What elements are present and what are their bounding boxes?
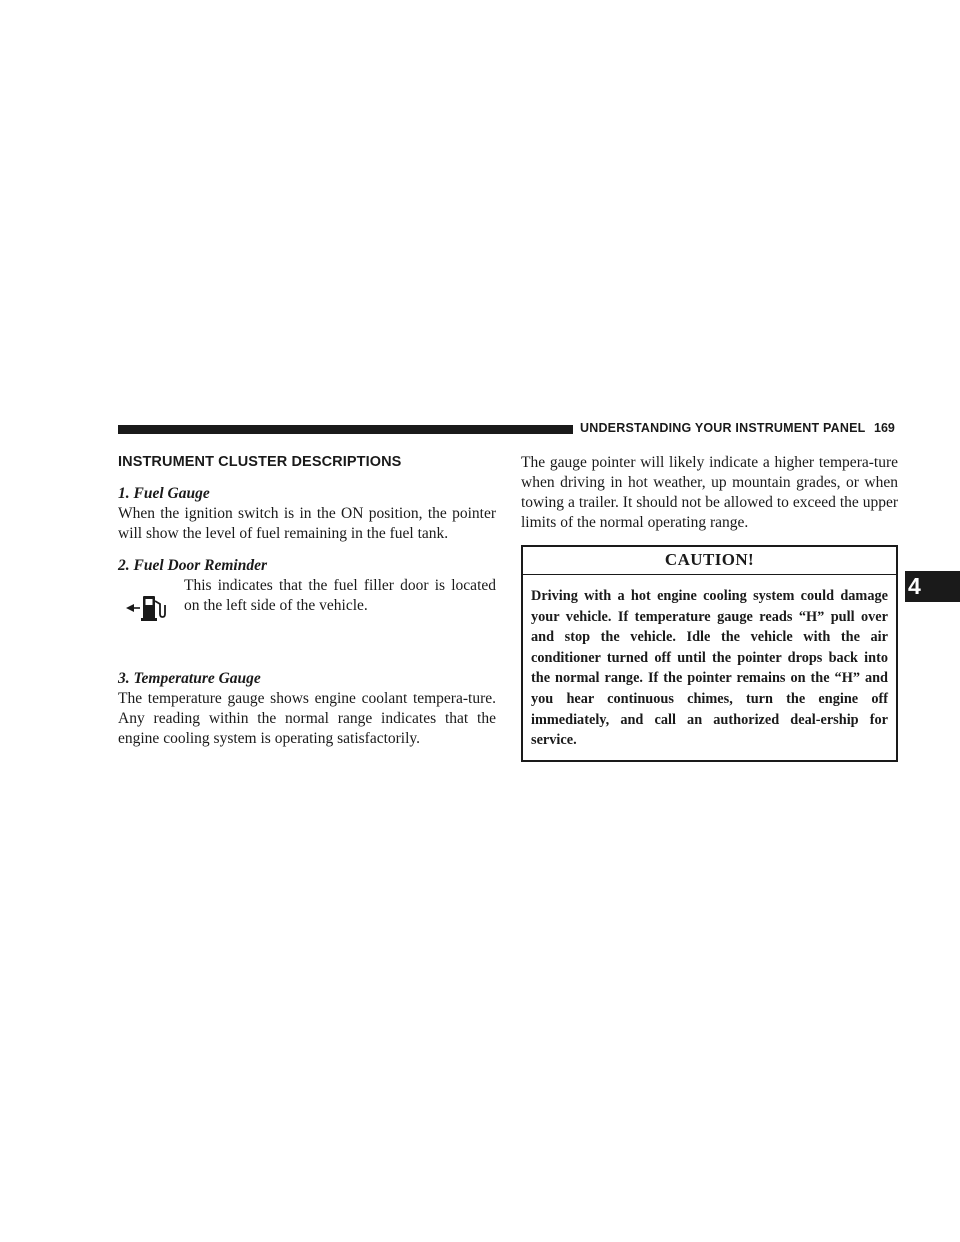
caution-box bbox=[521, 545, 898, 762]
right-column bbox=[521, 453, 898, 762]
temperature-text: The temperature gauge shows engine coolant tempera-ture. Any reading within the normal range indicates that the engine cooling system is operating satisfactorily. bbox=[118, 690, 496, 747]
temperature-heading: 3. Temperature Gauge bbox=[118, 670, 261, 687]
fuel-door-reminder bbox=[118, 576, 496, 638]
fuel-gauge-heading: 1. Fuel Gauge bbox=[118, 485, 210, 502]
caution-title: CAUTION! bbox=[523, 547, 896, 575]
fuel-door-heading: 2. Fuel Door Reminder bbox=[118, 557, 267, 574]
section-title: INSTRUMENT CLUSTER DESCRIPTIONS bbox=[118, 454, 402, 470]
caution-text: Driving with a hot engine cooling system could damage your vehicle. If temperature gauge reads “H” pull over and stop the vehicle. Idle the vehicle with the air conditioner turned off until the pointer drops back into the normal range. If the pointer remains on the “H” and you hear continuous chimes, turn the engine off immediately, and call an authorized deal-ership for service. bbox=[531, 588, 888, 749]
temperature-continued-text: The gauge pointer will likely indicate a higher tempera-ture when driving in hot weather, up mountain grades, or when towing a trailer. It should not be allowed to exceed the upper limits of the normal operating range. bbox=[521, 454, 898, 531]
running-header-title: UNDERSTANDING YOUR INSTRUMENT PANEL bbox=[580, 421, 866, 435]
header-rule bbox=[118, 425, 573, 434]
fuel-gauge-text: When the ignition switch is in the ON position, the pointer will show the level of fuel remaining in the fuel tank. bbox=[118, 505, 496, 542]
chapter-tab: 4 bbox=[905, 571, 960, 602]
fuel-pump-icon bbox=[124, 593, 168, 623]
left-column bbox=[118, 452, 496, 749]
fuel-door-text: This indicates that the fuel filler door is located on the left side of the vehicle. bbox=[184, 577, 496, 614]
page-number: 169 bbox=[874, 421, 895, 435]
